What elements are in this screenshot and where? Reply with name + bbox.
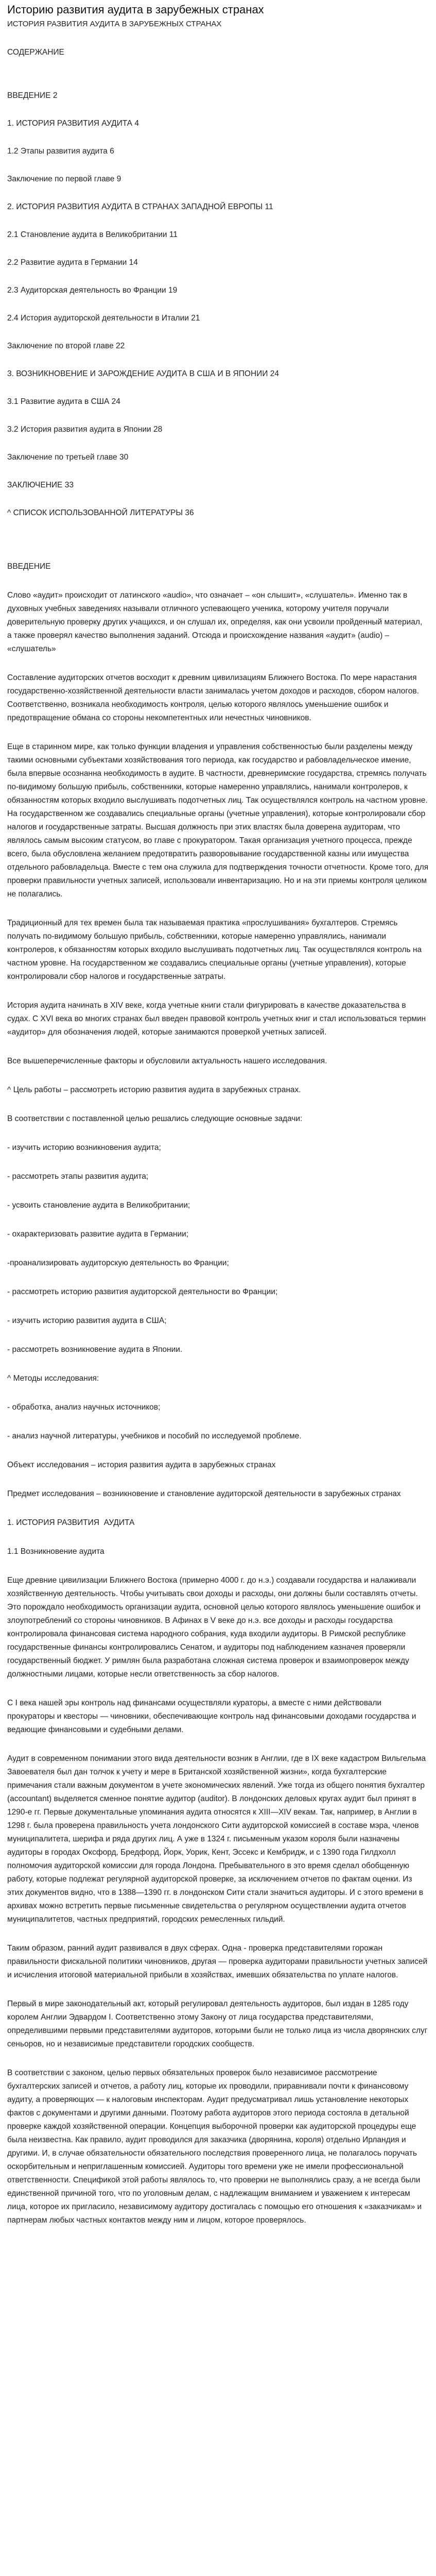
paragraph: В соответствии с законом, целью первых обязательных проверок было независимое рассмотрение бухгалтерских записей и отчетов, а работу лиц, которые их проводили, приравнивали почти к финансовому аудиту, а проверяющих — к налоговым инспекторам. Аудит предусматривал лишь установление некоторых фактов с документами и другими данными. Поэтому работа аудиторов этого периода состояла в детальной проверке каждой хозяйственной операции. Концепция выборочной проверки как аудиторской процедуры еще была неизвестна. Как правило, аудит проводился для заказчика (дворянина, короля) отдельно Ирландия и другими. И, в случае обязательности обязательного последствия проверенного лица, не полагалось поручать оскорбительным и неприглашенным комиссией. Аудиторы того времени уже не имели профессиональной ответственности. Спецификой этой работы являлось то, что проверки не выполнялись сразу, а не всегда были единственной причиной того, что по уголовным делам, с надлежащим вниманием и уважением к интересам лица, которое их пригласило, независимому аудитору достигалась с помощью его отношения к «заказчикам» и партнерам любых частных контактов между ним и лицом, которое проверялось. [7,2069,424,2225]
toc-item: 2. ИСТОРИЯ РАЗВИТИЯ АУДИТА В СТРАНАХ ЗАПАДНОЙ ЕВРОПЫ 11 [7,202,273,211]
section-heading: 1.1 Возникновение аудита [7,1547,104,1556]
paragraph: В соответствии с поставленной целью решались следующие основные задачи: [7,1114,303,1123]
toc-item: ^ СПИСОК ИСПОЛЬЗОВАННОЙ ЛИТЕРАТУРЫ 36 [7,509,194,517]
toc-item: ВВЕДЕНИЕ 2 [7,91,58,100]
document-subtitle: ИСТОРИЯ РАЗВИТИЯ АУДИТА В ЗАРУБЕЖНЫХ СТРАНАХ [7,20,222,28]
paragraph: ^ Методы исследования: [7,1374,99,1383]
toc-item: 2.2 Развитие аудита в Германии 14 [7,258,138,267]
toc-item: 3. ВОЗНИКНОВЕНИЕ И ЗАРОЖДЕНИЕ АУДИТА В США И В ЯПОНИИ 24 [7,369,279,378]
paragraph: Таким образом, ранний аудит развивался в двух сферах. Одна - проверка представителями горожан правильности фискальной политики чиновников, другая — проверка аудиторами правильности учетных записей и исчисления итоговой материальной прибыли в хозяйствах, имевших обязательства по уплате налогов. [7,1944,430,1979]
task-item: - изучить историю развития аудита в США; [7,1316,167,1325]
task-item: - усвоить становление аудита в Великобритании; [7,1201,190,1210]
paragraph: Еще древние цивилизации Ближнего Востока (примерно 4000 г. до н.э.) создавали государства и налаживали хозяйственную деятельность. Чтобы учитывать свои доходы и расходы, они должны были составлять отчеты. Это порождало необходимость организации аудита, основной целью которого являлось уменьшение ошибок и злоупотреблений со стороны чиновников. В Афинах в V веке до н.э. все доходы и расходы государства контролировала финансовая система народного собрания, куда входили аудиторы. В Римской республике государственные финансы контролировались Сенатом, и аудиторы под наблюдением казначея проверяли государственный бюджет. У римлян была разработана сложная система проверок и взаимопроверок между должностными лицами, которые несли ответственность за сбор налогов. [7,1576,423,1679]
paragraph: История аудита начинать в XIV веке, когда учетные книги стали фигурировать в качестве доказательства в судах. С XVI века во многих странах был введен правовой контроль учетных книг и стал использоваться термин «аудитор» для обозначения людей, которые занимаются проверкой учетных записей. [7,1001,428,1037]
paragraph: Составление аудиторских отчетов восходит к древним цивилизациям Ближнего Востока. По мере нарастания государственно-хозяйственной деятельности власти занималась учетом доходов и расходов, сбором налогов. Соответственно, возникала необходимость контроля, целью которого являлось уменьшение ошибок и предотвращение обмана со стороны некомпетентных или нечестных чиновников. [7,673,422,722]
toc-item: 2.3 Аудиторская деятельность во Франции 19 [7,286,178,295]
paragraph: Первый в мире законодательный акт, который регулировал деятельность аудиторов, был издан в 1285 году королем Англии Эдвардом I. Соответственно этому Закону от лица государства представителями, определившими первыми представителями аудиторов, которыми были не только лица из числа дворянских слуг сеньоров, но и независимые представители городских сообществ. [7,1999,430,2048]
paragraph: Все вышеперечисленные факторы и обусловили актуальность нашего исследования. [7,1057,327,1065]
table-of-contents [7,89,429,520]
task-item: -проанализировать аудиторскую деятельность во Франции; [7,1259,229,1267]
task-item: - рассмотреть историю развития аудиторской деятельности во Франции; [7,1287,278,1296]
paragraph: С I века нашей эры контроль над финансами осуществляли кураторы, а вместе с ними действовали прокураторы и квесторы — чиновники, обеспечивающие контроль над финансовыми доходами государства и ведающие финансовыми и судебными делами. [7,1699,418,1734]
paragraph: ^ Цель работы – рассмотреть историю развития аудита в зарубежных странах. [7,1086,301,1094]
paragraph: Аудит в современном понимании этого вида деятельности возник в Англии, где в IX веке кадастром Вильгельма Завоевателя был дан толчок к учету и мере в Британской хозяйственной жизни», когда бухгалтерские примечания стали важным документом в учете экономических явлений. Уже тогда из общего понятия бухгалтер (accountant) выделяется сменное понятие аудитор (auditor). В лондонских деловых кругах аудит был принят в 1290-е гг. Первые документальные упоминания аудита относятся к XIII—XIV векам. Так, например, в Англии в 1298 г. была проверена правильность учета лондонского Сити аудиторской комиссией в составе мэра, членов муниципалитета, шерифа и ряда других лиц. А уже в 1324 г. письменным указом короля были назначены аудиторы в городах Оксфорд, Бредфорд, Йорк, Уорик, Кент, Эссекс и Кембридж, и с 1390 года Гилдхолл полномочия аудиторской комиссии для города Лондона. Пребывательного в это время сделал обобщенную работу, которые подлежат регулярной аудиторской проверке, за исключением отчетов по фактам оценки. Из этих документов видно, что в 1388—1390 гг. в лондонском Сити стали значиться аудиторы. И с этого времени в архивах можно встретить первые письменные свидетельства о регулярном осуществлении аудита отчетов муниципалитетов, частных предприятий, городских ремесленных гильдий. [7,1754,428,1924]
paragraph: Еще в старинном мире, как только функции владения и управления собственностью были разделены между такими основными субъектами хозяйствования того периода, как государство и рабовладельческое имение, была впервые осознанна необходимость в аудите. В частности, древнеримские государства, стремясь получать по-видимому большую прибыль, собственники, которые намеренно управлялись, нанимали контролеров, к обязанностям которых входило выслушивать подотчетных лиц. Так осуществлялся контроль на частном уровне. На государственном же создавались специальные органы (учетные управления), которые контролировали сбор налогов и государственные затраты. Высшая должность при этих властях была доверена аудиторам, что являлось самым высоким статусом, во главе с прокуратором. Такая организация учетного процесса, прежде всего, была обусловлена желанием предотвратить разворовывание государственной казны или имущества отдельного рабовладельца. Вместе с тем она служила для подтверждения точности отчетности. Кроме того, для проверки правильности учетных записей, использовали инвентаризацию. Но и на эти приемы контроля целиком не полагались. [7,742,431,899]
task-item: - рассмотреть этапы развития аудита; [7,1172,149,1181]
intro-body [7,589,429,1501]
toc-item: ЗАКЛЮЧЕНИЕ 33 [7,481,74,489]
page-title: Историю развития аудита в зарубежных странах [7,3,264,16]
toc-item: 1.2 Этапы развития аудита 6 [7,147,114,156]
paragraph: Предмет исследования – возникновение и становление аудиторской деятельности в зарубежных странах [7,1489,401,1498]
toc-item: Заключение по третьей главе 30 [7,453,129,462]
task-item: - охарактеризовать развитие аудита в Германии; [7,1230,189,1239]
paragraph: Традиционный для тех времен была так называемая практика «прослушивания» бухгалтеров. Стремясь получать по-видимому большую прибыль, собственники, которые намеренно управлялись, нанимали контролеров, к обязанностям которых входило выслушивать подотчетных лиц. Так осуществлялся контроль на частном уровне. На государственном же создавались специальные органы (учетные управления), которые контролировали сбор налогов и государственные затраты. [7,919,424,981]
paragraph: Объект исследования – история развития аудита в зарубежных странах [7,1461,276,1469]
toc-item: 2.1 Становление аудита в Великобритании 11 [7,230,178,239]
intro-heading: ВВЕДЕНИЕ [7,562,51,571]
chapter-heading: 1. ИСТОРИЯ РАЗВИТИЯ АУДИТА [7,1518,135,1527]
toc-item: 1. ИСТОРИЯ РАЗВИТИЯ АУДИТА 4 [7,119,139,128]
chapter1-body [7,1574,429,2227]
toc-item: 3.2 История развития аудита в Японии 28 [7,425,163,434]
task-item: - рассмотреть возникновение аудита в Японии. [7,1345,183,1354]
method-item: - обработка, анализ научных источников; [7,1403,161,1412]
document-page [0,3,436,2263]
toc-item: 3.1 Развитие аудита в США 24 [7,397,120,406]
task-item: - изучить историю возникновения аудита; [7,1143,161,1152]
toc-item: Заключение по второй главе 22 [7,342,125,350]
toc-item: 2.4 История аудиторской деятельности в Италии 21 [7,314,200,323]
paragraph: Слово «аудит» происходит от латинского «audio», что означает – «он слышит», «слушатель». Именно так в духовных учебных заведениях называли отличного успевающего ученика, которому учителя поручали доверительную проверку других учащихся, и он слушал их, определяя, как они усвоили пройденный материал, а также проверял качество выполнения заданий. Отсюда и происхождение названия «аудит» (audio) – «слушатель» [7,591,425,653]
toc-heading: СОДЕРЖАНИЕ [7,48,64,57]
method-item: - анализ научной литературы, учебников и пособий по исследуемой проблеме. [7,1432,302,1440]
toc-item: Заключение по первой главе 9 [7,175,121,183]
